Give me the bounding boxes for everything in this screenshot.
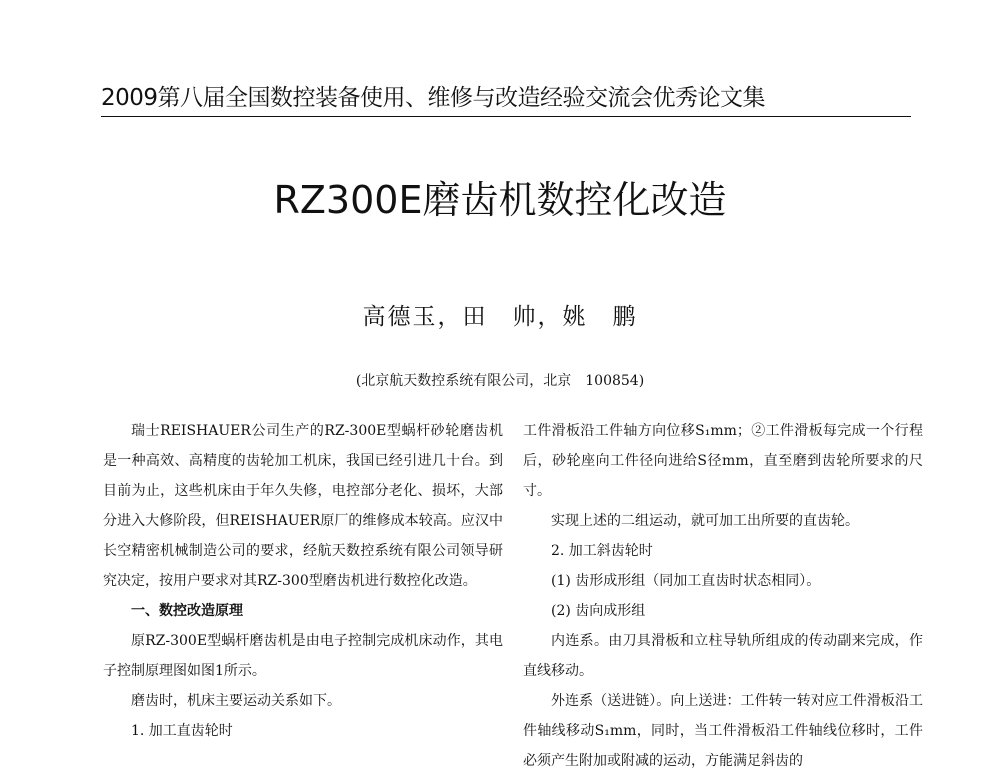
body-paragraph: 磨齿时，机床主要运动关系如下。 bbox=[131, 693, 341, 709]
proceedings-header-text: 2009第八届全国数控装备使用、维修与改造经验交流会优秀论文集 bbox=[101, 85, 766, 111]
proceedings-header bbox=[101, 84, 911, 117]
body-paragraph: 实现上述的二组运动，就可加工出所要的直齿轮。 bbox=[551, 513, 859, 529]
right-column bbox=[523, 416, 923, 776]
paper-authors: 高德玉，田 帅，姚 鹏 bbox=[362, 304, 638, 330]
body-paragraph: 内连系。由刀具滑板和立柱导轨所组成的传动副来完成，作直线移动。 bbox=[523, 633, 923, 679]
intro-paragraph: 瑞士REISHAUER公司生产的RZ-300E型蜗杆砂轮磨齿机是一种高效、高精度的齿轮加工机床，我国已经引进几十台。到目前为止，这些机床由于年久失修，电控部分老化、损坏，大部分进入大修阶段，但REISHAUER原厂的维修成本较高。应汉中长空精密机械制造公司的要求，经航天数控系统有限公司领导研究决定，按用户要求对其RZ-300型磨齿机进行数控化改造。 bbox=[103, 423, 503, 589]
body-paragraph: 外连系（送进链）。向上送进：工件转一转对应工件滑板沿工件轴线移动S₁mm，同时，当工件滑板沿工件轴线位移时，工件必须产生附加或附减的运动，方能满足斜齿的 bbox=[523, 693, 923, 769]
body-paragraph: 工件滑板沿工件轴方向位移S₁mm；②工件滑板每完成一个行程后，砂轮座向工件径向进给S径mm，直至磨到齿轮所要求的尺寸。 bbox=[523, 423, 923, 499]
list-item: 2. 加工斜齿轮时 bbox=[551, 543, 653, 559]
paper-title: RZ300E磨齿机数控化改造 bbox=[273, 178, 727, 222]
left-column bbox=[103, 416, 503, 746]
list-item: 1. 加工直齿轮时 bbox=[131, 723, 233, 739]
list-item: (2) 齿向成形组 bbox=[551, 603, 646, 619]
body-paragraph: 原RZ-300E型蜗杆磨齿机是由电子控制完成机床动作，其电子控制原理图如图1所示。 bbox=[103, 633, 503, 679]
list-item: (1) 齿形成形组（同加工直齿时状态相同）。 bbox=[551, 573, 821, 589]
paper-affiliation: (北京航天数控系统有限公司，北京 100854) bbox=[355, 373, 645, 389]
section-heading-1: 一、数控改造原理 bbox=[131, 603, 243, 619]
